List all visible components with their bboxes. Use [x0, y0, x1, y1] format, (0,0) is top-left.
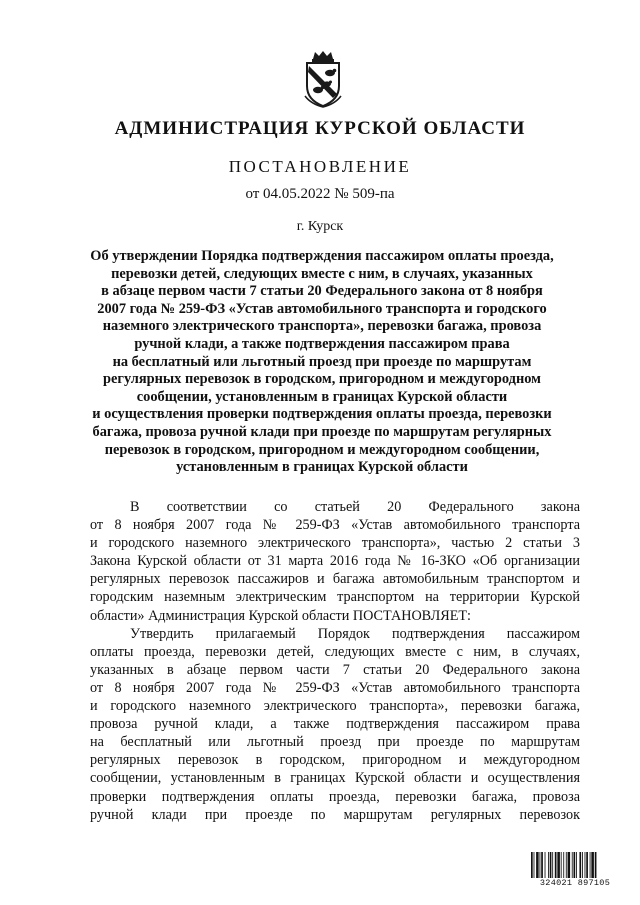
barcode-bar [561, 852, 562, 878]
barcode-bar [548, 852, 549, 878]
document-number: от 04.05.2022 № 509-па [245, 186, 395, 202]
title-line: и осуществления проверки подтверждения оплаты проезда, перевозки [92, 406, 552, 423]
barcode-bar [574, 852, 576, 878]
body-line: от 8 ноября 2007 года № 259-ФЗ «Устав автомобильного транспорта [90, 679, 580, 696]
barcode-bar [568, 852, 571, 878]
barcode-bar [557, 852, 560, 878]
body-line: Утвердить прилагаемый Порядок подтверждения пассажиром [130, 625, 580, 642]
title-line: в абзаце первом части 7 статьи 20 Федерального закона от 8 ноября [101, 283, 543, 300]
barcode-bar [545, 852, 546, 878]
title-line: сообщении, установленным в границах Курской области [136, 388, 508, 405]
title-line: перевозки детей, следующих вместе с ним, в случаях, указанных [111, 265, 533, 282]
barcode-bar [586, 852, 588, 878]
body-line: и городского наземного электрического транспорта», частью 2 статьи 3 [90, 535, 580, 552]
barcode-bar [566, 852, 567, 878]
document-body [90, 498, 580, 824]
barcode-bar [534, 852, 535, 878]
barcode-bar [579, 852, 581, 878]
body-line: сообщении, установленным в границах Курской области и осуществления [90, 770, 580, 787]
barcode-bar [563, 852, 564, 878]
barcode-bar [541, 852, 543, 878]
coat-of-arms-icon [297, 50, 349, 108]
city-name: г. Курск [296, 219, 344, 234]
barcode-bar [590, 852, 591, 878]
body-line: ручной клади при проезде по маршрутам регулярных перевозок [90, 806, 580, 823]
barcode-bar [552, 852, 553, 878]
title-line: на бесплатный или льготный проезд при проезде по маршрутам [112, 353, 532, 370]
body-line: указанных в абзаце первом части 7 статьи 20 Федерального закона [90, 661, 580, 678]
title-line: Об утверждении Порядка подтверждения пассажиром оплаты проезда, [90, 248, 554, 264]
body-line: на бесплатный или льготный проезд при проезде по маршрутам [90, 734, 580, 751]
barcode-bar [591, 852, 594, 878]
title-line: 2007 года № 259-ФЗ «Устав автомобильного транспорта и городского [97, 300, 547, 317]
body-line: городским наземным электрическим транспортом на территории Курской [90, 589, 580, 606]
title-line: багажа, провоза ручной клади при проезде по маршрутам регулярных [92, 423, 552, 440]
barcode-bar [531, 852, 533, 878]
barcode-bar [576, 852, 577, 878]
barcode-bar [572, 852, 573, 878]
document-title [80, 248, 564, 477]
organization-name: АДМИНИСТРАЦИЯ КУРСКОЙ ОБЛАСТИ [114, 118, 526, 139]
body-line: оплаты проезда, перевозки детей, следующих вместе с ним, в случаях, [90, 643, 580, 660]
barcode-bar [582, 852, 583, 878]
barcode-bars [530, 852, 620, 878]
barcode-bar [536, 852, 539, 878]
barcode-bar [550, 852, 552, 878]
body-line: В соответствии со статьей 20 Федерального закона [130, 499, 580, 515]
title-line: установленным в границах Курской области [176, 459, 468, 476]
title-line: перевозок в городском, пригородном и междугородном сообщении, [104, 441, 540, 458]
body-line: и городского наземного электрического транспорта», перевозки багажа, [90, 698, 580, 715]
title-line: наземного электрического транспорта», перевозки багажа, провоза [102, 318, 542, 335]
body-line: регулярных перевозок в городском, пригородном и междугородном [90, 752, 580, 769]
body-line: области» Администрация Курской области ПОСТАНОВЛЯЕТ: [90, 607, 471, 624]
document-type: ПОСТАНОВЛЕНИЕ [228, 157, 412, 176]
title-line: регулярных перевозок в городском, пригородном и междугородном [103, 371, 541, 388]
body-line: проверки подтверждения оплаты проезда, перевозки багажа, провоза [90, 788, 580, 805]
body-line: от 8 ноября 2007 года № 259-ФЗ «Устав автомобильного транспорта [90, 517, 580, 534]
body-line: Закона Курской области от 31 марта 2016 года № 16-ЗКО «Об организации [90, 553, 580, 570]
barcode [530, 852, 620, 888]
body-line: регулярных перевозок пассажиров и багажа автомобильным транспортом и [90, 571, 580, 588]
barcode-bar [585, 852, 586, 878]
barcode-bar [555, 852, 557, 878]
title-line: ручной клади, а также подтверждения пассажиром права [134, 335, 510, 352]
body-line: провоза ручной клади, а также подтверждения пассажиром права [90, 716, 580, 733]
barcode-number: 324021 897105 [539, 878, 611, 888]
barcode-bar [540, 852, 541, 878]
barcode-bar [595, 852, 597, 878]
